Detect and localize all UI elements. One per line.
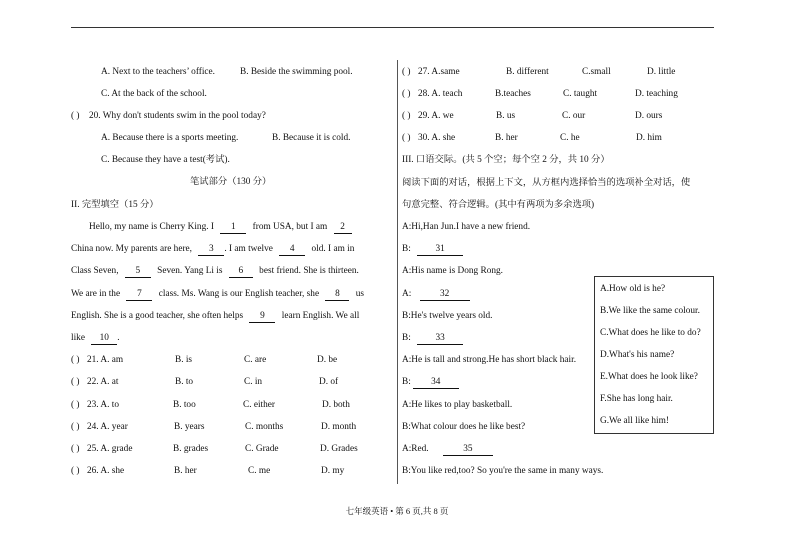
q28-answer-paren[interactable]: ( ) [402, 89, 411, 99]
option-d: D.What's his name? [600, 350, 675, 360]
blank-31[interactable]: 31 [417, 244, 463, 256]
q25-option-d: D. Grades [320, 444, 358, 454]
blank-3[interactable]: 3 [198, 244, 224, 256]
q19-option-c: C. At the back of the school. [101, 89, 207, 99]
option-b: B.We like the same colour. [600, 306, 700, 316]
page-footer: 七年级英语 • 第 6 页,共 8 页 [345, 506, 449, 516]
passage-line-2: China now. My parents are here, 3 . I am twelve 4 old. I am in [71, 244, 355, 254]
q25-answer-paren[interactable]: ( ) [71, 444, 80, 454]
blank-9[interactable]: 9 [249, 311, 275, 323]
q23-option-b: B. too [173, 400, 196, 410]
q25-option-b: B. grades [173, 444, 209, 454]
q27-answer-paren[interactable]: ( ) [402, 67, 411, 77]
section2-title: II. 完型填空（15 分） [71, 200, 159, 210]
q22-option-d: D. of [319, 377, 339, 387]
written-part-title: 笔试部分（130 分） [190, 177, 272, 187]
q28-option-d: D. teaching [635, 89, 678, 99]
q21-answer-paren[interactable]: ( ) [71, 355, 80, 365]
blank-33[interactable]: 33 [417, 333, 463, 345]
q24-option-d: D. month [321, 422, 357, 432]
dialog-line-2: B: 31 [402, 243, 463, 256]
blank-2[interactable]: 2 [334, 222, 352, 234]
q21-option-c: C. are [244, 355, 267, 365]
q28-option-b: B.teaches [495, 89, 531, 99]
passage-line-5: English. She is a good teacher, she often helps 9 learn English. We all [71, 311, 360, 321]
q30-option-c: C. he [560, 133, 580, 143]
q25-option-c: C. Grade [245, 444, 279, 454]
blank-10[interactable]: 10 [91, 333, 117, 345]
option-g: G.We all like him! [600, 416, 669, 426]
q29-option-d: D. ours [635, 111, 663, 121]
q26-option-c: C. me [248, 466, 271, 476]
q23-option-c: C. either [243, 400, 276, 410]
blank-5[interactable]: 5 [125, 266, 151, 278]
q29-answer-paren[interactable]: ( ) [402, 111, 411, 121]
dialog-line-9: A:He likes to play basketball. [402, 400, 513, 410]
q27-option-b: B. different [506, 67, 549, 77]
section3-instruction-2: 句意完整、符合逻辑。(其中有两项为多余选项) [402, 200, 595, 210]
header-rule [71, 27, 714, 28]
q20-option-c: C. Because they have a test(考试). [101, 155, 230, 165]
q23-option-d: D. both [322, 400, 350, 410]
option-a: A.How old is he? [600, 284, 666, 294]
option-e: E.What does he look like? [600, 372, 698, 382]
dialog-line-5: B:He's twelve years old. [402, 311, 493, 321]
option-c: C.What does he like to do? [600, 328, 701, 338]
dialog-line-1: A:Hi,Han Jun.I have a new friend. [402, 222, 531, 232]
passage-line-6: like 10 . [71, 333, 120, 343]
dialog-line-11: A:Red. 35 [402, 443, 493, 456]
q21-option-a: 21. A. am [87, 355, 124, 365]
q20-option-a: A. Because there is a sports meeting. [101, 133, 239, 143]
q22-answer-paren[interactable]: ( ) [71, 377, 80, 387]
q20-answer-paren[interactable]: ( ) [71, 111, 80, 121]
dialog-line-10: B:What colour does he like best? [402, 422, 526, 432]
dialog-line-3: A:His name is Dong Rong. [402, 266, 503, 276]
q28-option-a: 28. A. teach [418, 89, 463, 99]
q24-answer-paren[interactable]: ( ) [71, 422, 80, 432]
q26-option-a: 26. A. she [87, 466, 125, 476]
q19-option-a: A. Next to the teachers’ office. [101, 67, 216, 77]
q30-option-a: 30. A. she [418, 133, 456, 143]
blank-6[interactable]: 6 [229, 266, 253, 278]
passage-line-1: Hello, my name is Cherry King. I 1 from USA, but I am 2 [89, 221, 352, 234]
blank-4[interactable]: 4 [279, 244, 305, 256]
q21-option-b: B. is [175, 355, 193, 365]
blank-1[interactable]: 1 [220, 222, 246, 234]
q20-option-b: B. Because it is cold. [272, 133, 351, 143]
passage-line-3: Class Seven, 5 Seven. Yang Li is 6 best friend. She is thirteen. [71, 266, 359, 276]
column-divider [397, 60, 398, 484]
q26-answer-paren[interactable]: ( ) [71, 466, 80, 476]
q29-option-b: B. us [496, 111, 516, 121]
q23-answer-paren[interactable]: ( ) [71, 400, 80, 410]
option-f: F.She has long hair. [600, 394, 673, 404]
q21-option-d: D. be [317, 355, 338, 365]
dialog-line-7: A:He is tall and strong.He has short black hair. [402, 355, 577, 365]
dialog-line-8: B: 34 [402, 376, 459, 389]
q22-option-a: 22. A. at [87, 377, 119, 387]
q24-option-c: C. months [245, 422, 284, 432]
q30-option-d: D. him [636, 133, 662, 143]
q30-option-b: B. her [495, 133, 518, 143]
q20-stem: 20. Why don't students swim in the pool today? [89, 111, 266, 121]
q24-option-a: 24. A. year [87, 422, 128, 432]
blank-35[interactable]: 35 [443, 444, 493, 456]
section3-instruction-1: 阅读下面的对话，根据上下文，从方框内选择恰当的选项补全对话，使 [402, 178, 691, 188]
q25-option-a: 25. A. grade [87, 444, 133, 454]
dialog-line-12: B:You like red,too? So you're the same in many ways. [402, 466, 604, 476]
q26-option-b: B. her [174, 466, 197, 476]
blank-8[interactable]: 8 [325, 289, 349, 301]
blank-34[interactable]: 34 [413, 377, 459, 389]
options-box [594, 276, 714, 434]
q22-option-b: B. to [175, 377, 194, 387]
q28-option-c: C. taught [563, 89, 598, 99]
q27-option-d: D. little [647, 67, 676, 77]
blank-7[interactable]: 7 [126, 289, 152, 301]
q27-option-c: C.small [582, 67, 611, 77]
q29-option-c: C. our [562, 111, 586, 121]
q22-option-c: C. in [244, 377, 263, 387]
q23-option-a: 23. A. to [87, 400, 120, 410]
blank-32[interactable]: 32 [420, 289, 470, 301]
q24-option-b: B. years [174, 422, 205, 432]
q30-answer-paren[interactable]: ( ) [402, 133, 411, 143]
q29-option-a: 29. A. we [418, 111, 454, 121]
dialog-line-4: A: 32 [402, 288, 470, 301]
q19-option-b: B. Beside the swimming pool. [240, 67, 353, 77]
passage-line-4: We are in the 7 class. Ms. Wang is our English teacher, she 8 us [71, 289, 365, 299]
dialog-line-6: B: 33 [402, 332, 463, 345]
section3-title: III. 口语交际。(共 5 个空；每个空 2 分，共 10 分） [402, 155, 610, 165]
q27-option-a: 27. A.same [418, 67, 460, 77]
q26-option-d: D. my [321, 466, 345, 476]
